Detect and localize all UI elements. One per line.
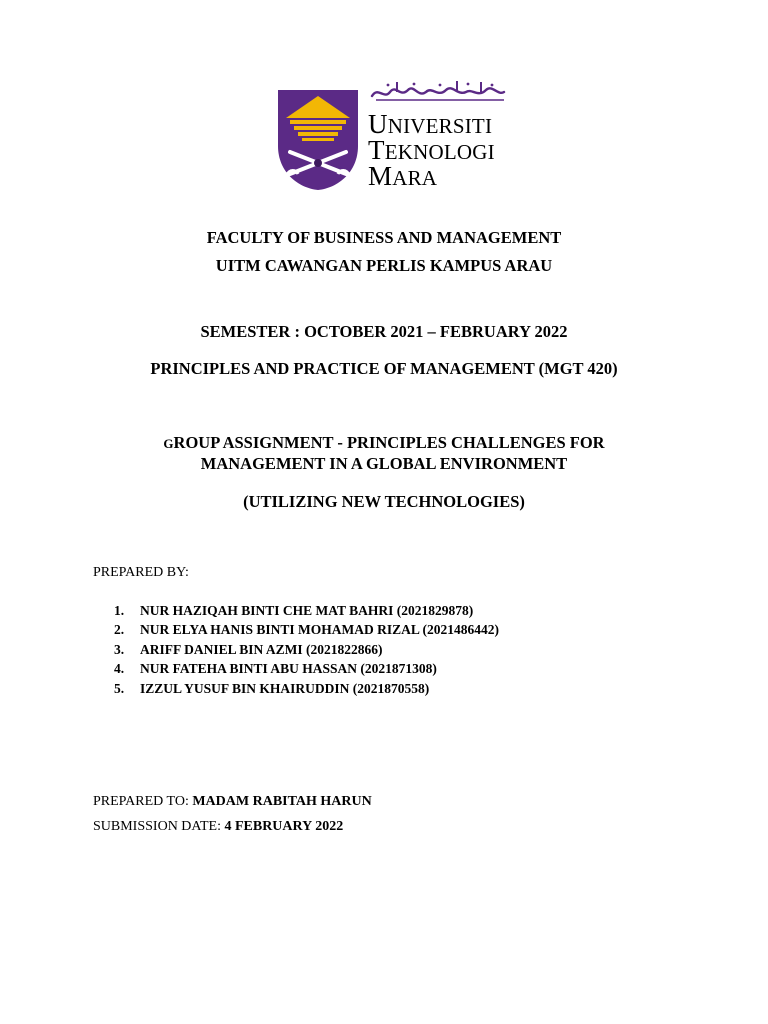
member-list — [114, 601, 499, 698]
list-item: 4. NUR FATEHA BINTI ABU HASSAN (2021871308) — [114, 661, 437, 677]
assignment-topic: (UTILIZING NEW TECHNOLOGIES) — [243, 492, 525, 511]
submission-date-line: SUBMISSION DATE: 4 FEBRUARY 2022 — [93, 819, 344, 834]
semester-heading: SEMESTER : OCTOBER 2021 – FEBRUARY 2022 — [200, 322, 568, 341]
logo-line-teknologi: TEKNOLOGI — [368, 135, 495, 165]
uitm-crest-icon — [276, 88, 360, 192]
submission-date-value: 4 FEBRUARY 2022 — [224, 819, 344, 834]
list-item: 1. NUR HAZIQAH BINTI CHE MAT BAHRI (2021829878) — [114, 603, 474, 618]
assignment-title-line1: GROUP ASSIGNMENT - PRINCIPLES CHALLENGES FOR — [163, 433, 605, 452]
prepared-by-label: PREPARED BY: — [93, 565, 189, 580]
prepared-to-value: MADAM RABITAH HARUN — [192, 794, 372, 809]
campus-heading: UITM CAWANGAN PERLIS KAMPUS ARAU — [215, 256, 553, 275]
assignment-title-line2: MANAGEMENT IN A GLOBAL ENVIRONMENT — [200, 454, 568, 473]
jawi-script-logo — [368, 80, 508, 106]
faculty-heading: FACULTY OF BUSINESS AND MANAGEMENT — [206, 228, 562, 247]
list-item: 3. ARIFF DANIEL BIN AZMI (2021822866) — [114, 641, 383, 657]
uitm-logo — [276, 80, 506, 192]
course-heading: PRINCIPLES AND PRACTICE OF MANAGEMENT (MGT 420) — [150, 359, 618, 378]
logo-line-mara: MARA — [368, 161, 438, 191]
logo-line-universiti: UNIVERSITI — [368, 109, 493, 139]
list-item: 2. NUR ELYA HANIS BINTI MOHAMAD RIZAL (2021486442) — [114, 622, 500, 638]
list-item: 5. IZZUL YUSUF BIN KHAIRUDDIN (2021870558) — [114, 680, 430, 696]
prepared-to-line: PREPARED TO: MADAM RABITAH HARUN — [93, 794, 372, 809]
jawi-script-icon — [368, 80, 508, 106]
